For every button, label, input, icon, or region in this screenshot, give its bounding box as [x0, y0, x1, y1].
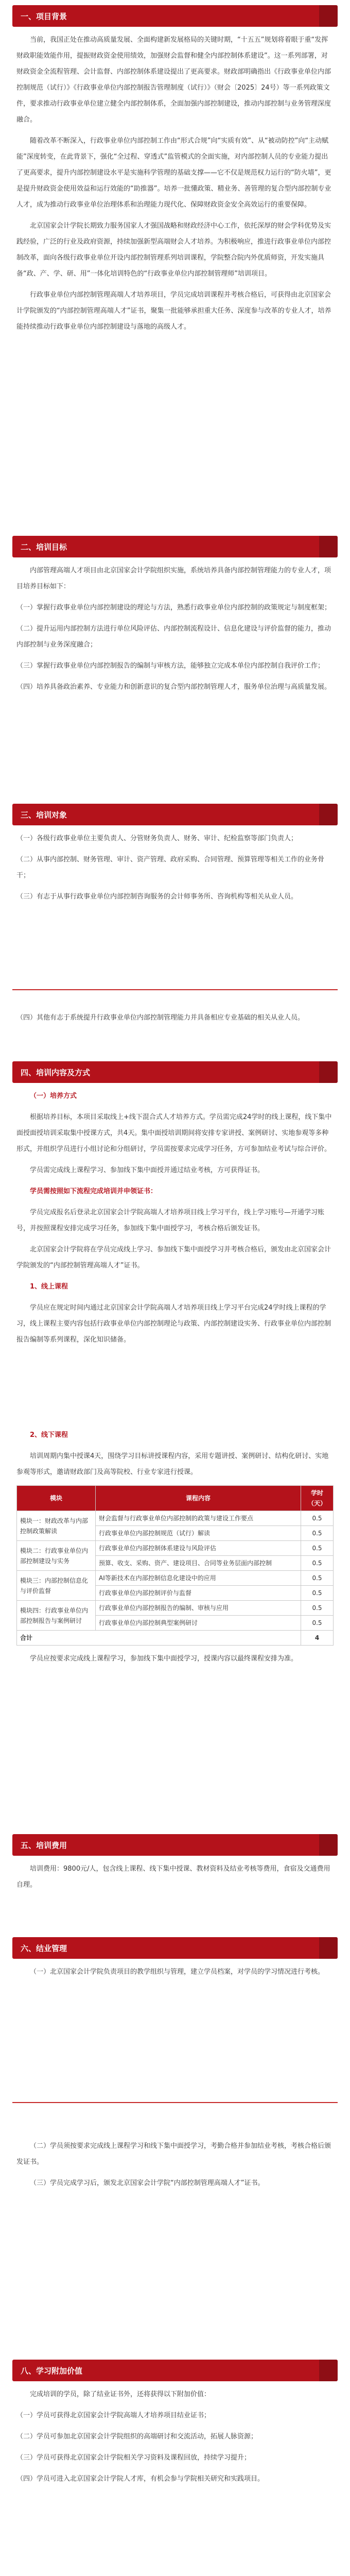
- hours-cell: 0.5: [301, 1511, 334, 1526]
- header-accent: [319, 804, 338, 825]
- hours-cell: 0.5: [301, 1616, 334, 1631]
- table-row: [17, 1511, 334, 1526]
- list-item: （三）掌握行政事业单位内部控制报告的编制与审核方法，能够独立完成本单位内部控制自我评价工作；: [16, 662, 325, 670]
- subheading: （一）培养方式: [30, 1092, 77, 1100]
- list-item: （三）学员可获得北京国家会计学院相关学习资料及课程回放，持续学习提升；: [16, 2454, 251, 2462]
- section-title: 八、学习附加价值: [21, 2366, 83, 2376]
- section-title: 六、结业管理: [21, 1943, 67, 1953]
- column-header: 模块: [17, 1486, 96, 1511]
- list-item: （三）有志于从事行政事业单位内部控制咨询服务的会计师事务所、咨询机构等相关从业人员。: [16, 893, 298, 901]
- paragraph: 学员完成报名后登录北京国家会计学院高端人才培养项目线上学习平台，线上学习账号—开通学习账号，并按照课程安排完成学习任务，参加线下集中面授学习，考核合格后颁发证书。: [16, 1209, 325, 1232]
- list-item: （四）培养具备政治素养、专业能力和创新意识的复合型内部控制管理人才，服务单位治理与高质量发展。: [16, 683, 331, 691]
- section-header: [12, 5, 338, 27]
- module-cell: 模块四：行政事业单位内部控制报告与案例研讨: [17, 1601, 96, 1631]
- paragraph: （三）学员完成学习后，颁发北京国家会计学院“内部控制管理高端人才”证书。: [30, 2179, 265, 2187]
- section-body: [12, 2133, 338, 2191]
- paragraph: 北京国家会计学院长期致力服务国家人才强国战略和财政经济中心工作，依托深厚的财会学科优势及实践经验，广泛的行业及政府资源，持续加强新型高端财会人才培养。为积极响应，推进行政事业单位内部控制改革，面向各级行政事业单位开设内部控制管理系列培训课程，学院整合院内外优质师资，开发实施具备“政、产、学、研、用”一体化培训特色的“行政事业单位内部控制管理师”培训项目。: [16, 222, 331, 278]
- paragraph: 根据培养目标，本项目采取线上+线下混合式人才培养方式。学员需完成24学时的线上课程，线下集中面授面授培训采取集中授课方式，共4天。集中面授培训期间将安排专家讲授、案例研讨、实地参观等多种形式，并组织学员进行小组讨论和分组研讨，学员需按要求完成学习任务，方可参加结业考试与综合评价。: [16, 1113, 332, 1153]
- paragraph: （一）北京国家会计学院负责项目的教学组织与管理，建立学员档案，对学员的学习情况进行考核。: [30, 1968, 325, 1976]
- section-title: 二、培训目标: [21, 542, 67, 552]
- paragraph: 完成培训的学员，除了结业证书外，还将获得以下附加价值：: [30, 2391, 211, 2398]
- section-body: [12, 1959, 338, 1980]
- subheading: 学员需按照如下流程完成培训并申领证书：: [30, 1188, 157, 1195]
- paragraph: 培训费用：9800元/人，包含线上课程、线下集中授课、教材资料及结业考核等费用，食宿及交通费用自理。: [16, 1865, 330, 1889]
- header-accent: [319, 5, 338, 27]
- header-accent: [319, 1937, 338, 1959]
- module-cell: 模块二：行政事业单位内部控制建设与实务: [17, 1541, 96, 1571]
- content-cell: 行政事业单位内部控制规范（试行）解读: [96, 1526, 301, 1541]
- table-header-row: [17, 1486, 334, 1511]
- list-item: （四）学员可进入北京国家会计学院人才库，有机会参与学院相关研究和实践项目。: [16, 2475, 265, 2483]
- content-cell: 预算、收支、采购、资产、建设项目、合同等业务层面内部控制: [96, 1556, 301, 1571]
- section-audience-continued: [12, 1005, 338, 1031]
- header-accent: [319, 2360, 338, 2381]
- divider: [12, 989, 338, 990]
- section-completion: [12, 1937, 338, 1985]
- paragraph: 行政事业单位内部控制管理高端人才培养项目，学员完成培训课程并考核合格后，可获得由北京国家会计学院颁发的“内部控制管理高端人才”证书，聚集一批能够承担重大任务、深度参与改革的专业人才，培养能持续推动行政事业单位内部控制建设与落地的高级人才。: [16, 291, 331, 331]
- content-cell: 财会监督与行政事业单位内部控制的政策与建设工作要点: [96, 1511, 301, 1526]
- hours-cell: 0.5: [301, 1541, 334, 1556]
- hours-cell: 0.5: [301, 1586, 334, 1601]
- hours-cell: 0.5: [301, 1526, 334, 1541]
- section-header: [12, 1061, 338, 1083]
- section-title: 一、项目背景: [21, 11, 67, 21]
- list-item: （四）其他有志于系统提升行政事业单位内部控制管理能力并具备相应专业基础的相关从业人员。: [16, 1014, 305, 1022]
- content-cell: 行政事业单位内部控制典型案例研讨: [96, 1616, 301, 1631]
- paragraph: （二）学员须按要求完成线上课程学习和线下集中面授学习，考勤合格并参加结业考核，考核合格后颁发证书。: [16, 2142, 331, 2166]
- hours-cell: 0.5: [301, 1571, 334, 1586]
- list-item: （二）学员可参加北京国家会计学院组织的高端研讨和交流活动，拓展人脉资源；: [16, 2433, 258, 2441]
- total-label: 合计: [17, 1631, 301, 1646]
- content-cell: 行政事业单位内部控制评价与监督: [96, 1586, 301, 1601]
- section-header: [12, 804, 338, 825]
- section-offline-courses: [12, 1422, 338, 1672]
- total-hours: 4: [301, 1631, 334, 1646]
- paragraph: 学员需完成线上课程学习、参加线下集中面授并通过结业考核，方可获得证书。: [30, 1166, 265, 1174]
- section-title: 五、培训费用: [21, 1840, 67, 1850]
- section-body: [12, 1005, 338, 1026]
- header-accent: [319, 1834, 338, 1856]
- list-item: （二）提升运用内部控制方法进行单位风险评估、内部控制流程设计、信息化建设与评价监督的能力，推动内部控制与业务深度融合；: [16, 625, 331, 649]
- paragraph: 当前，我国正处在推动高质量发展、全面构建新发展格局的关键时期，“十五五”规划将着眼于重“发挥财政职能效能作用，提振财政资金使用绩效，加强财会监督和健全内部控制体系建设”。这一系列部署，对财政资金全流程管理、会计监督、内部控制体系建设提出了更高要求。财政部明确指出《行政事业单位内部控制规范（试行）》《行政事业单位内部控制报告管理制度（试行）》（财会〔2025〕24号）等一系列政策文件，要求推动行政事业单位建立健全内部控制体系，全面加强内部控制建设，推动内部控制与业务管理深度融合。: [16, 36, 331, 124]
- content-cell: AI等新技术在内部控制信息化建设中的应用: [96, 1571, 301, 1586]
- header-accent: [319, 536, 338, 557]
- table-total-row: [17, 1631, 334, 1646]
- section-body: [12, 825, 338, 905]
- hours-cell: 0.5: [301, 1556, 334, 1571]
- section-added-value: [12, 2360, 338, 2492]
- section-body: [12, 27, 338, 335]
- section-body: [12, 1422, 338, 1667]
- paragraph: 内部管理高端人才项目由北京国家会计学院组织实施，系统培养具备内部控制管理能力的专业人才，项目培养目标如下：: [16, 567, 331, 590]
- hours-cell: 0.5: [301, 1601, 334, 1616]
- section-content-method: [12, 1061, 338, 1353]
- section-audience: [12, 804, 338, 910]
- header-accent: [319, 1061, 338, 1083]
- paragraph: 学员应按要求完成线上课程学习，参加线下集中面授学习，授课内容以最终课程安排为准。: [30, 1655, 298, 1663]
- section-completion-continued: [12, 2133, 338, 2196]
- table-row: [17, 1601, 334, 1616]
- course-schedule-table: [16, 1485, 334, 1646]
- divider: [12, 2102, 338, 2103]
- paragraph: 培训周期内集中授课4天，围绕学习目标讲授课程内容，采用专题讲授、案例研讨、结构化研讨、实地参观等形式，邀请财政部门及高等院校、行业专家进行授课。: [16, 1452, 329, 1476]
- section-title: 三、培训对象: [21, 810, 67, 820]
- list-item: （一）掌握行政事业单位内部控制建设的理论与方法，熟悉行政事业单位内部控制的政策规定与制度框架；: [16, 604, 331, 612]
- module-cell: 模块一：财政改革与内部控制政策解读: [17, 1511, 96, 1541]
- section-title: 四、培训内容及方式: [21, 1067, 91, 1077]
- section-header: [12, 536, 338, 557]
- section-body: [12, 2381, 338, 2487]
- subheading: 2、线下课程: [30, 1431, 68, 1439]
- list-item: （一）学员可获得北京国家会计学院高端人才培养项目结业证书；: [16, 2412, 211, 2419]
- paragraph: 学员应在规定时间内通过北京国家会计学院高端人才培养项目线上学习平台完成24学时线上课程的学习，线上课程主要内容包括行政事业单位内部控制理论与政策、内部控制建设实务、行政事业单位内部控制报告编制等系列课程，深化知识储备。: [16, 1304, 331, 1344]
- table-row: [17, 1541, 334, 1556]
- column-header: 课程内容: [96, 1486, 301, 1511]
- section-header: [12, 2360, 338, 2381]
- section-objectives: [12, 536, 338, 700]
- column-header: 学时（天）: [301, 1486, 334, 1511]
- list-item: （二）从事内部控制、财务管理、审计、资产管理、政府采购、合同管理、预算管理等相关工作的业务骨干；: [16, 856, 325, 879]
- content-cell: 行政事业单位内部控制报告的编制、审核与应用: [96, 1601, 301, 1616]
- table-row: [17, 1571, 334, 1586]
- section-header: [12, 1834, 338, 1856]
- paragraph: 北京国家会计学院将在学员完成线上学习、参加线下集中面授学习并考核合格后，颁发由北京国家会计学院颁发的“内部控制管理高端人才”证书。: [16, 1246, 331, 1269]
- paragraph: 随着改革不断深入，行政事业单位内部控制工作由“形式合规”向“实质有效”、从“被动防控”向“主动赋能”深度转变，在此背景下，强化“全过程、穿透式”监管模式的全面实施，对内部控制人员的专业能力提出了更高要求，提升内部控制建设水平是实施科学管理的基础支撑——它不仅是规范权力运行的“防火墙”，更是提升财政资金使用效益和运行效能的“助推器”。培养一批懂政策、精业务、善管理的复合型内部控制专业人才，成为推动行政事业单位治理体系和治理能力现代化、保障财政资金安全高效运行的重要保障。: [16, 137, 331, 209]
- section-fees: [12, 1834, 338, 1898]
- section-body: [12, 1856, 338, 1893]
- module-cell: 模块三：内部控制信息化与评价监督: [17, 1571, 96, 1601]
- content-cell: 行政事业单位内部控制体系建设与风险评估: [96, 1541, 301, 1556]
- section-body: [12, 1083, 338, 1348]
- subheading: 1、线上课程: [30, 1283, 68, 1291]
- section-header: [12, 1937, 338, 1959]
- list-item: （一）各级行政事业单位主要负责人、分管财务负责人、财务、审计、纪检监察等部门负责人；: [16, 835, 298, 842]
- section-background: [12, 5, 338, 340]
- section-body: [12, 557, 338, 695]
